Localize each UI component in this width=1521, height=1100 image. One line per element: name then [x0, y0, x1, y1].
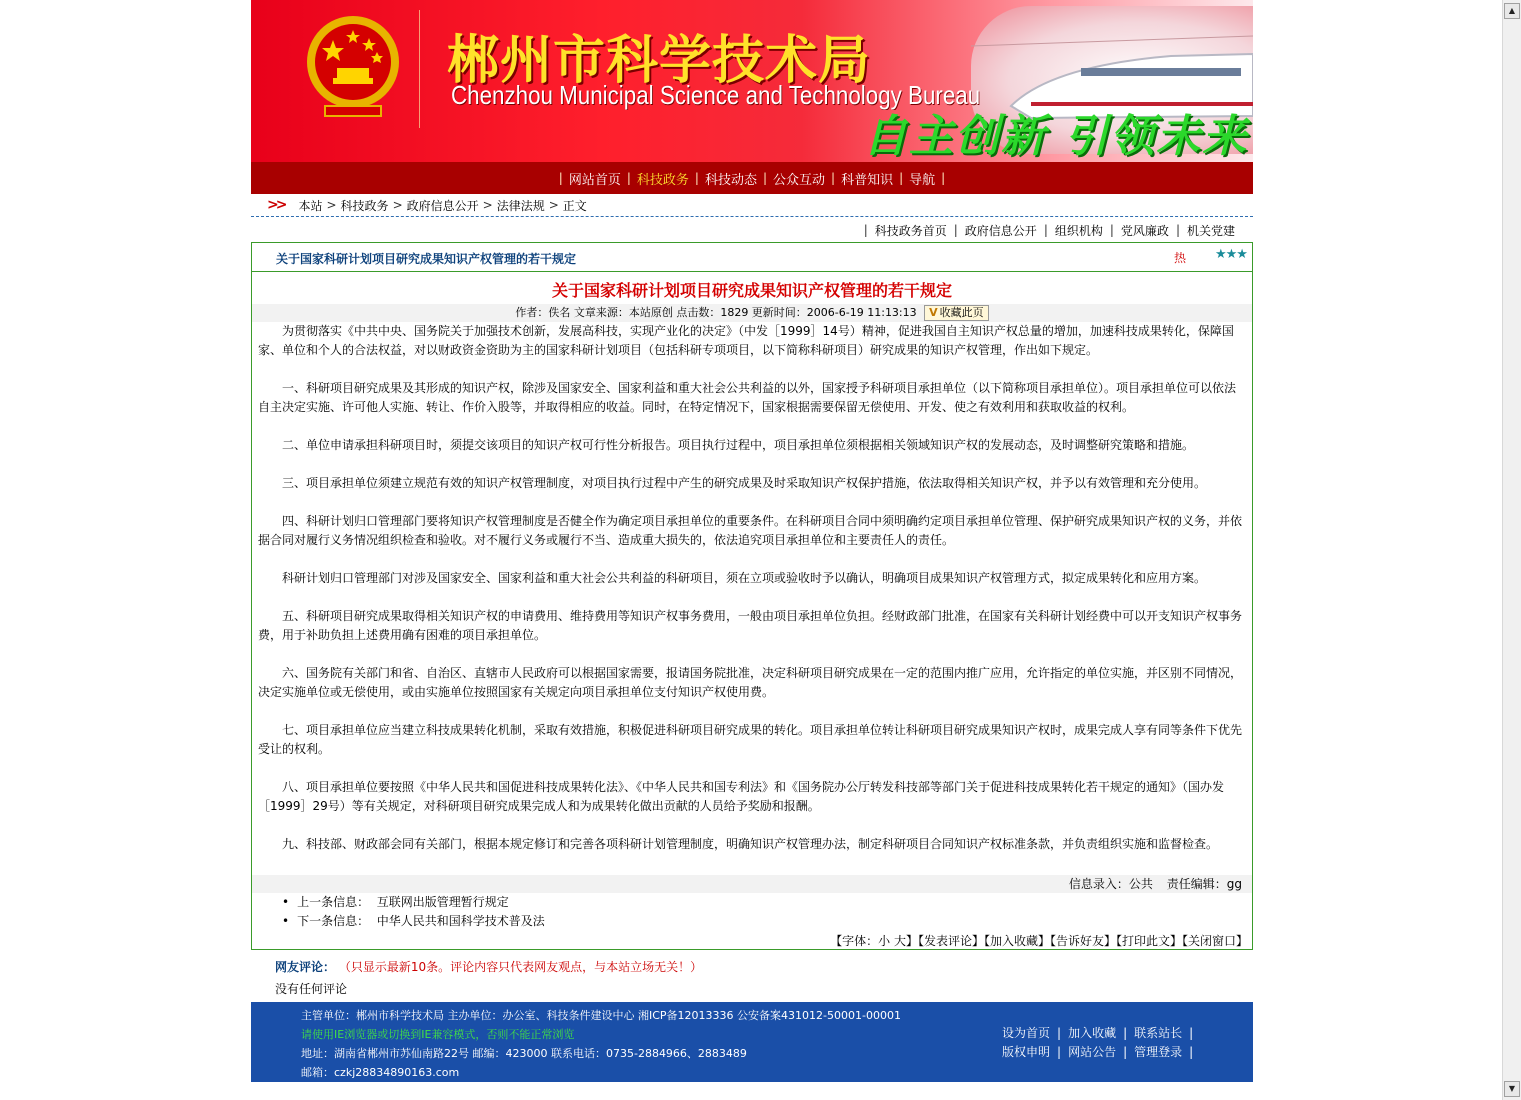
footer-sponsor: 主管单位：郴州市科学技术局 主办单位：办公室、科技条件建设中心 湘ICP备12013336 公安备案431012-50001-00001	[301, 1009, 901, 1022]
nav-item-news[interactable]: 科技动态	[704, 172, 757, 188]
article-tools[interactable]: 【字体：小 大】【发表评论】【加入收藏】【告诉好友】【打印此文】【关闭窗口】	[830, 934, 1248, 948]
prev-article-link[interactable]: 互联网出版管理暂行规定	[376, 895, 509, 909]
footer-link[interactable]: 设为首页	[1002, 1026, 1051, 1040]
prev-next-list	[282, 893, 545, 931]
article-paragraph: 五、科研项目研究成果取得相关知识产权的申请费用、维持费用等知识产权事务费用，一般由项目承担单位负担。经财政部门批准，在国家有关科研计划经费中可以开支知识产权事务费，用于补助负担上述费用确有困难的项目承担单位。	[258, 609, 1243, 642]
article-paragraph: 四、科研计划归口管理部门要将知识产权管理制度是否健全作为确定项目承担单位的重要条件。在科研项目合同中须明确约定项目承担单位管理、保护研究成果知识产权的义务，并依据合同对履行义务情况组织检查和验收。对不履行义务或履行不当、造成重大损失的，依法追究项目承担单位和主要责任人的责任。	[258, 514, 1243, 547]
article-paragraph: 九、科技部、财政部会同有关部门，根据本规定修订和完善各项科研计划管理制度，明确知识产权管理办法，制定科研项目合同知识产权标准条款，并负责组织实施和监督检查。	[282, 837, 1219, 851]
entry-by: 信息录入：公共	[1068, 877, 1153, 891]
article-paragraph: 八、项目承担单位要按照《中华人民共和国促进科技成果转化法》、《中华人民共和国专利法》和《国务院办公厅转发科技部等部门关于促进科技成果转化若干规定的通知》（国办发［1999］29号）等有关规定，对科研项目研究成果完成人和为成果转化做出贡献的人员给予奖励和报酬。	[258, 780, 1225, 813]
footer-link[interactable]: 加入收藏	[1068, 1026, 1117, 1040]
article-paragraph: 为贯彻落实《中共中央、国务院关于加强技术创新，发展高科技，实现产业化的决定》（中发［1999］14号）精神，促进我国自主知识产权总量的增加，加速科技成果转化，保障国家、单位和个人的合法权益，对以财政资金资助为主的国家科研计划项目（包括科研专项项目，以下简称科研项目）研究成果的知识产权管理，作出如下规定。	[258, 324, 1234, 357]
breadcrumb-item: 正文	[562, 198, 587, 213]
footer-address: 地址：湖南省郴州市苏仙南路22号 邮编：423000 联系电话：0735-2884966、2883489	[301, 1047, 747, 1060]
footer-link[interactable]: 网站公告	[1068, 1045, 1117, 1059]
next-article: • 下一条信息： 中华人民共和国科学技术普及法	[282, 914, 545, 928]
main-nav: | 网站首页 | 科技政务 | 科技动态 | 公众互动 | 科普知识 | 导航 |	[251, 162, 1253, 194]
footer-link[interactable]: 版权申明	[1002, 1045, 1051, 1059]
subnav-item[interactable]: 政府信息公开	[964, 223, 1037, 238]
breadcrumb: >> 本站 > 科技政务 > 政府信息公开 > 法律法规 > 正文	[251, 194, 1253, 217]
article-paragraph: 科研计划归口管理部门对涉及国家安全、国家利益和重大社会公共利益的科研项目，须在立项或验收时予以确认，明确项目成果知识产权管理方式，拟定成果转化和应用方案。	[282, 571, 1207, 585]
bullet-icon: •	[282, 914, 290, 928]
site-footer	[251, 1002, 1253, 1082]
bullet-icon: •	[282, 895, 290, 909]
comments-label: 网友评论：	[275, 960, 336, 974]
subnav-item[interactable]: 党风廉政	[1120, 223, 1169, 238]
article-header	[252, 243, 1252, 272]
footer-link[interactable]: 联系站长	[1134, 1026, 1183, 1040]
double-chevron-right-icon: >>	[267, 197, 285, 213]
breadcrumb-item[interactable]: 本站	[298, 198, 323, 213]
breadcrumb-item[interactable]: 法律法规	[496, 198, 545, 213]
nav-item-interaction[interactable]: 公众互动	[773, 172, 826, 188]
footer-email: 邮箱：czkj28834890163.com	[301, 1066, 460, 1079]
article-paragraph: 六、国务院有关部门和省、自治区、直辖市人民政府可以根据国家需要，报请国务院批准，决定科研项目研究成果在一定的范围内推广应用，允许指定的单位实施，并区别不同情况，决定实施单位或无偿使用，或由实施单位按照国家有关规定向项目承担单位支付知识产权使用费。	[258, 666, 1243, 699]
site-subtitle: Chenzhou Municipal Science and Technology Bureau	[451, 80, 981, 110]
article-paragraph: 七、项目承担单位应当建立科技成果转化机制，采取有效措施，积极促进科研项目研究成果的转化。项目承担单位转让科研项目研究成果知识产权时，成果完成人享有同等条件下优先受让的权利。	[258, 723, 1243, 756]
article-meta	[252, 304, 1252, 322]
comments-note: （只显示最新10条。评论内容只代表网友观点，与本站立场无关！）	[338, 960, 703, 974]
article-meta-text: 作者：佚名 文章来源：本站原创 点击数：1829 更新时间：2006-6-19 11:13:13	[515, 306, 917, 319]
article-content	[252, 322, 1252, 854]
article-paragraph: 一、科研项目研究成果及其形成的知识产权，除涉及国家安全、国家利益和重大社会公共利益的以外，国家授予科研项目承担单位（以下简称项目承担单位）。项目承担单位可以依法自主决定实施、许可他人实施、转让、作价入股等，并取得相应的收益。同时，在特定情况下，国家根据需要保留无偿使用、开发、使之有效利用和获取收益的权利。	[258, 381, 1237, 414]
subnav-item[interactable]: 组织机构	[1054, 223, 1103, 238]
footer-link[interactable]: 管理登录	[1134, 1045, 1183, 1059]
comments-header	[275, 958, 702, 975]
article-box	[251, 242, 1253, 950]
breadcrumb-item[interactable]: 科技政务	[340, 198, 389, 213]
footer-browser-notice: 请使用IE浏览器或切换到IE兼容模式，否则不能正常浏览	[301, 1028, 575, 1041]
no-comments: 没有任何评论	[275, 982, 348, 996]
nav-item-affairs[interactable]: 科技政务	[636, 172, 689, 188]
national-emblem-icon	[303, 10, 403, 122]
article-credits	[252, 875, 1252, 893]
subnav-item[interactable]: 科技政务首页	[874, 223, 947, 238]
article-paragraph: 二、单位申请承担科研项目时，须提交该项目的知识产权可行性分析报告。项目执行过程中，项目承担单位须根据相关领域知识产权的发展动态，及时调整研究策略和措施。	[282, 438, 1195, 452]
article-header-title: 关于国家科研计划项目研究成果知识产权管理的若干规定	[276, 252, 577, 266]
nav-item-home[interactable]: 网站首页	[568, 172, 621, 188]
breadcrumb-item[interactable]: 政府信息公开	[406, 198, 479, 213]
subnav-item[interactable]: 机关党建	[1186, 223, 1235, 238]
rating-stars-icon: ★★★	[1215, 247, 1247, 262]
banner-divider	[419, 10, 420, 128]
footer-links: 设为首页 | 加入收藏 | 联系站长 | 版权申明 | 网站公告 | 管理登录 |	[1002, 1026, 1194, 1059]
next-article-link[interactable]: 中华人民共和国科学技术普及法	[376, 914, 545, 928]
article-title: 关于国家科研计划项目研究成果知识产权管理的若干规定	[551, 281, 952, 300]
vertical-scrollbar[interactable]	[1502, 0, 1521, 1100]
article-paragraph: 三、项目承担单位须建立规范有效的知识产权管理制度，对项目执行过程中产生的研究成果及时采取知识产权保护措施，依法取得相关知识产权，并予以有效管理和充分使用。	[282, 476, 1207, 490]
hot-badge: 热	[1174, 251, 1187, 265]
site-title: 郴州市科学技术局	[447, 31, 872, 91]
editor-by: 责任编辑：gg	[1166, 877, 1242, 891]
sub-nav: | 科技政务首页 | 政府信息公开 | 组织机构 | 党风廉政 | 机关党建	[863, 223, 1235, 238]
site-banner	[251, 0, 1253, 162]
scroll-down-arrow-icon[interactable]: ▼	[1504, 1081, 1520, 1097]
scroll-up-arrow-icon[interactable]: ▲	[1504, 3, 1520, 19]
favorite-page-button[interactable]: V 收藏此页	[924, 305, 989, 321]
nav-item-science[interactable]: 科普知识	[841, 172, 894, 188]
nav-item-navigation[interactable]: 导航	[909, 172, 936, 188]
favorite-icon: V	[929, 306, 938, 319]
site-slogan: 自主创新 引领未来	[863, 111, 1249, 162]
prev-article: • 上一条信息： 互联网出版管理暂行规定	[282, 895, 509, 909]
